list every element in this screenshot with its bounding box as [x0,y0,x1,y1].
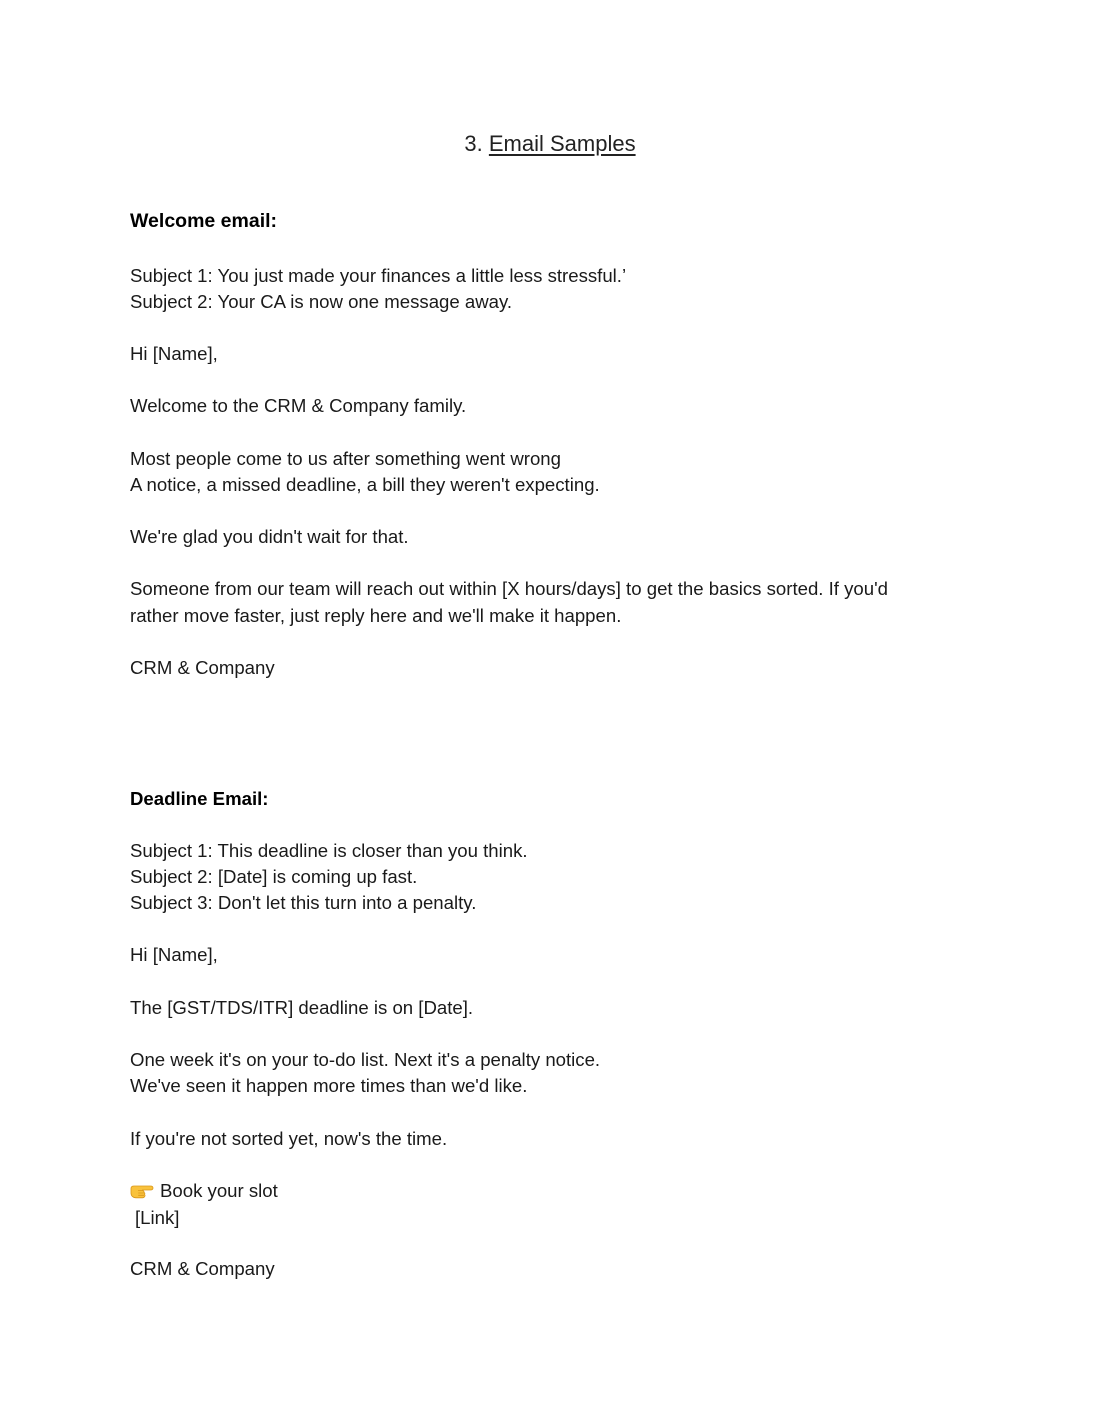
deadline-subject-3: Subject 3: Don't let this turn into a penalty. [130,892,477,913]
deadline-subject-2: Subject 2: [Date] is coming up fast. [130,866,418,887]
welcome-subject-1: Subject 1: You just made your finances a little less stressful.’ [130,265,627,286]
deadline-body-line: We've seen it happen more times than we'd like. [130,1075,528,1096]
welcome-body-line: We're glad you didn't wait for that. [130,526,409,547]
deadline-signature: CRM & Company [130,1258,275,1279]
title-number: 3. [464,131,489,156]
pointing-hand-icon [130,1181,154,1199]
deadline-body-line: If you're not sorted yet, now's the time. [130,1128,448,1149]
deadline-body-line: The [GST/TDS/ITR] deadline is on [Date]. [130,997,474,1018]
deadline-heading: Deadline Email: [130,788,269,809]
title-text: Email Samples [488,131,636,156]
welcome-body-line: Welcome to the CRM & Company family. [130,395,467,416]
deadline-subject-1: Subject 1: This deadline is closer than you think. [130,840,528,861]
cta-label: Book your slot [160,1180,278,1201]
deadline-cta [130,1178,278,1204]
deadline-body-line: One week it's on your to-do list. Next it's a penalty notice. [130,1049,601,1070]
welcome-body-line: rather move faster, just reply here and we'll make it happen. [130,605,622,626]
welcome-body-line: Someone from our team will reach out within [X hours/days] to get the basics sorted. If you'd [130,578,889,599]
welcome-body-line: A notice, a missed deadline, a bill they weren't expecting. [130,474,600,495]
welcome-heading: Welcome email: [130,210,278,232]
welcome-greeting: Hi [Name], [130,343,218,364]
page-title [0,129,1100,159]
welcome-signature: CRM & Company [130,657,275,678]
deadline-greeting: Hi [Name], [130,944,218,965]
welcome-body-line: Most people come to us after something went wrong [130,448,561,469]
booking-link[interactable]: [Link] [135,1207,180,1228]
welcome-subject-2: Subject 2: Your CA is now one message away. [130,291,513,312]
